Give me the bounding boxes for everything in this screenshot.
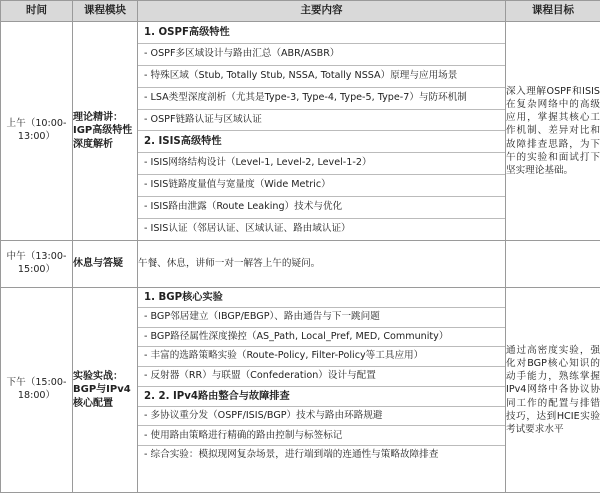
time-cell: 中午（13:00-15:00） [1,240,73,287]
header-content: 主要内容 [138,1,506,22]
list-item: - BGP路径属性深度操控（AS_Path, Local_Pref, MED, Community） [138,328,505,348]
list-item: - OSPF多区域设计与路由汇总（ABR/ASBR） [138,44,505,66]
goal-cell: 通过高密度实验，强化对BGP核心知识的动手能力，熟练掌握IPv4网络中各协议协同工作的配置与排错技巧，达到HCIE实验考试要求水平 [506,287,600,492]
module-cell: 休息与答疑 [73,240,138,287]
list-item: - ISIS认证（邻居认证、区域认证、路由域认证） [138,219,505,240]
header-time: 时间 [1,1,73,22]
list-item: - 使用路由策略进行精确的路由控制与标签标记 [138,426,505,446]
section-title: 2. ISIS高级特性 [138,131,505,153]
header-row [1,1,600,22]
section-title: 2. 2. IPv4路由整合与故障排查 [138,387,505,407]
table-row-noon [1,240,600,287]
list-item: - 综合实验：模拟现网复杂场景，进行端到端的连通性与策略故障排查 [138,446,505,465]
time-cell: 下午（15:00-18:00） [1,287,73,492]
list-item: - ISIS路由泄露（Route Leaking）技术与优化 [138,197,505,219]
list-item: - 丰富的选路策略实验（Route-Policy, Filter-Policy等工具应用） [138,347,505,367]
content-cell [138,22,506,241]
list-item: - ISIS网络结构设计（Level-1, Level-2, Level-1-2） [138,153,505,175]
header-module: 课程模块 [73,1,138,22]
list-item: - ISIS链路度量值与宽量度（Wide Metric） [138,175,505,197]
content-cell: 午餐、休息，讲师一对一解答上午的疑问。 [138,240,506,287]
section-title: 1. BGP核心实验 [138,288,505,308]
table-row-afternoon [1,287,600,492]
header-goal: 课程目标 [506,1,600,22]
list-item: - LSA类型深度剖析（尤其是Type-3, Type-4, Type-5, Type-7）与防环机制 [138,88,505,110]
list-item: - 反射器（RR）与联盟（Confederation）设计与配置 [138,367,505,387]
goal-cell: 深入理解OSPF和ISIS在复杂网络中的高级应用，掌握其核心工作机制、差异对比和故障排查思路，为下午的实验和面试打下坚实理论基础。 [506,22,600,241]
module-cell: 理论精讲：IGP高级特性深度解析 [73,22,138,241]
list-item: - 多协议重分发（OSPF/ISIS/BGP）技术与路由环路规避 [138,407,505,427]
goal-cell [506,240,600,287]
module-cell: 实验实战：BGP与IPv4核心配置 [73,287,138,492]
list-item: - BGP邻居建立（IBGP/EBGP）、路由通告与下一跳问题 [138,308,505,328]
table-row-morning [1,22,600,241]
time-cell: 上午（10:00-13:00） [1,22,73,241]
content-cell [138,287,506,492]
section-title: 1. OSPF高级特性 [138,22,505,44]
list-item: - OSPF链路认证与区域认证 [138,110,505,132]
list-item: - 特殊区域（Stub, Totally Stub, NSSA, Totally NSSA）原理与应用场景 [138,66,505,88]
